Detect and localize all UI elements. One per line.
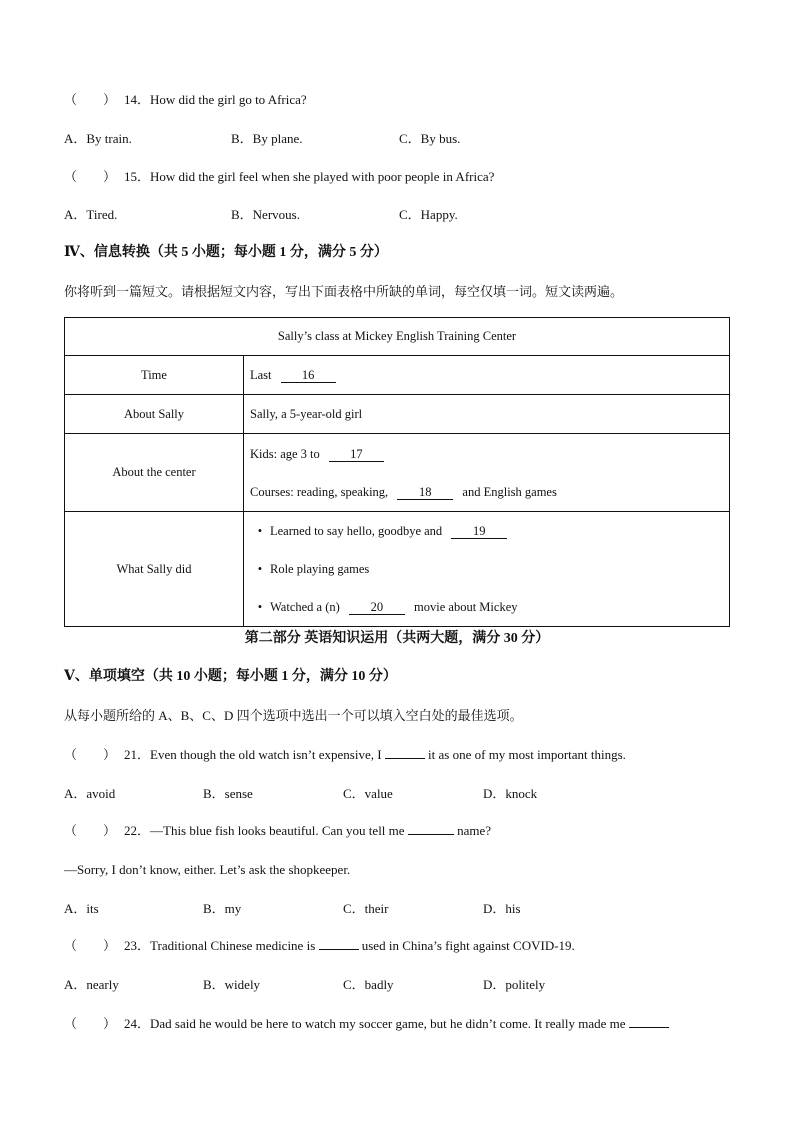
question-22-reply: —Sorry, I don’t know, either. Let’s ask the shopkeeper. (64, 862, 351, 877)
q15-option-b[interactable]: B．Nervous. (231, 207, 300, 222)
activity-line-3: • Watched a (n) 20 movie about Mickey (250, 588, 723, 626)
q21-option-d[interactable]: D．knock (483, 786, 538, 801)
center-courses-line: Courses: reading, speaking, 18 and English games (250, 484, 557, 499)
q23-option-a[interactable]: A．nearly (64, 977, 119, 992)
row-value-about-center (244, 434, 730, 512)
blank-18[interactable]: 18 (397, 485, 453, 500)
q21-blank[interactable] (385, 758, 425, 759)
q21-option-a[interactable]: A．avoid (64, 786, 116, 801)
question-15-stem: （ ） 15．How did the girl feel when she played with poor people in Africa? (64, 169, 495, 184)
row-value-about-sally: Sally, a 5-year-old girl (244, 395, 730, 434)
answer-paren[interactable]: （ ） (64, 169, 117, 184)
q14-option-c[interactable]: C．By bus. (399, 131, 461, 146)
question-23-stem: （ ） 23．Traditional Chinese medicine is used in China’s fight against COVID-19. (64, 938, 575, 953)
info-table (64, 317, 730, 627)
row-label-about-center: About the center (65, 434, 244, 512)
part-2-heading: 第二部分 英语知识运用（共两大题，满分 30 分） (244, 631, 550, 646)
answer-paren[interactable]: （ ） (64, 92, 117, 107)
q22-option-d[interactable]: D．his (483, 901, 521, 916)
q22-option-b[interactable]: B．my (203, 901, 242, 916)
row-value-what-sally-did (244, 512, 730, 627)
q22-blank[interactable] (408, 834, 454, 835)
row-label-what-sally-did: What Sally did (65, 512, 244, 627)
q15-option-a[interactable]: A．Tired. (64, 207, 118, 222)
table-title: Sally’s class at Mickey English Training Center (65, 318, 730, 356)
section-4-heading: Ⅳ、信息转换（共 5 小题；每小题 1 分，满分 5 分） (64, 245, 388, 260)
blank-16[interactable]: 16 (281, 368, 336, 383)
q22-option-a[interactable]: A．its (64, 901, 99, 916)
blank-17[interactable]: 17 (329, 447, 384, 462)
blank-20[interactable]: 20 (349, 600, 405, 615)
q14-option-b[interactable]: B．By plane. (231, 131, 303, 146)
question-21-stem: （ ） 21．Even though the old watch isn’t expensive, I it as one of my most important things. (64, 747, 626, 762)
row-label-about-sally: About Sally (65, 395, 244, 434)
question-14-stem: （ ） 14．How did the girl go to Africa? (64, 92, 307, 107)
q23-blank[interactable] (319, 949, 359, 950)
q24-blank[interactable] (629, 1027, 669, 1028)
bullet-icon: • (257, 562, 263, 576)
activity-line-1: • Learned to say hello, goodbye and 19 (250, 512, 723, 550)
section-4-instruction: 你将听到一篇短文。请根据短文内容，写出下面表格中所缺的单词，每空仅填一词。短文读两遍。 (64, 284, 624, 299)
q23-option-d[interactable]: D．politely (483, 977, 546, 992)
bullet-icon: • (257, 600, 263, 614)
activity-line-2: • Role playing games (250, 550, 723, 588)
answer-paren[interactable]: （ ） (64, 747, 117, 762)
blank-19[interactable]: 19 (451, 524, 507, 539)
row-value-time: Last 16 (244, 356, 730, 395)
question-24-stem: （ ） 24．Dad said he would be here to watch my soccer game, but he didn’t come. It really made me (64, 1015, 669, 1033)
center-kids-line: Kids: age 3 to 17 (250, 435, 723, 473)
answer-paren[interactable]: （ ） (64, 823, 117, 838)
bullet-icon: • (257, 524, 263, 538)
row-label-time: Time (65, 356, 244, 395)
q21-option-b[interactable]: B．sense (203, 786, 253, 801)
q22-option-c[interactable]: C．their (343, 901, 389, 916)
q23-option-b[interactable]: B．widely (203, 977, 261, 992)
section-5-instruction: 从每小题所给的 A、B、C、D 四个选项中选出一个可以填入空白处的最佳选项。 (64, 708, 523, 723)
answer-paren[interactable]: （ ） (64, 1016, 117, 1031)
q21-option-c[interactable]: C．value (343, 786, 393, 801)
question-22-stem: （ ） 22．—This blue fish looks beautiful. Can you tell me name? (64, 823, 491, 838)
q15-option-c[interactable]: C．Happy. (399, 207, 458, 222)
section-5-heading: Ⅴ、单项填空（共 10 小题；每小题 1 分，满分 10 分） (64, 669, 397, 684)
q23-option-c[interactable]: C．badly (343, 977, 394, 992)
q14-option-a[interactable]: A．By train. (64, 131, 132, 146)
answer-paren[interactable]: （ ） (64, 938, 117, 953)
